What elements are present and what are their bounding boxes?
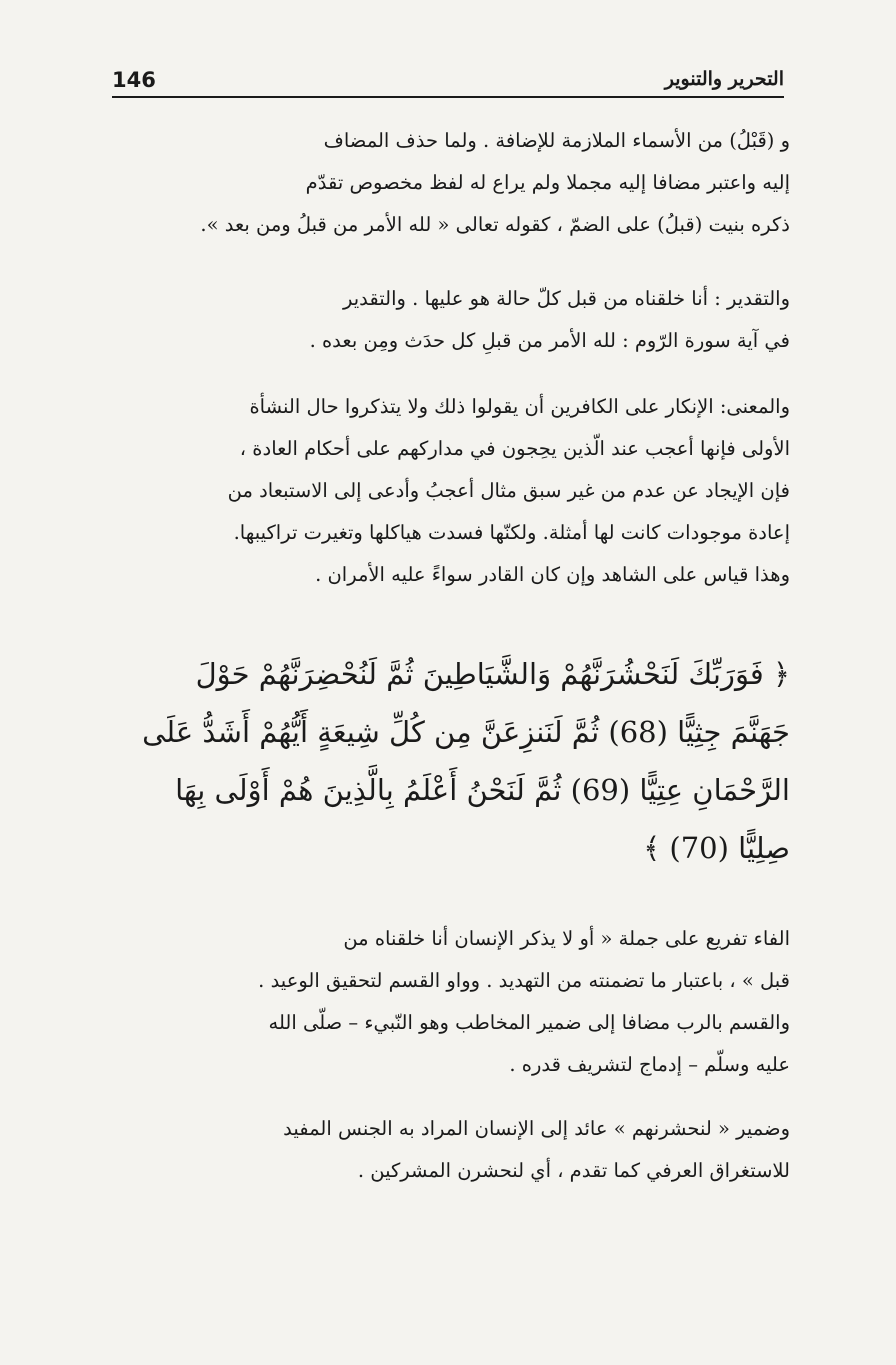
- page-header: [112, 62, 784, 98]
- paragraph-meaning: [112, 386, 790, 596]
- text-line: للاستغراق العرفي كما تقدم ، أي لنحشرن المشركين .: [357, 1159, 790, 1182]
- text-line: وضمير « لنحشرنهم » عائد إلى الإنسان المراد به الجنس المفيد: [283, 1117, 790, 1140]
- text-line: ذكره بنيت (قبلُ) على الضمّ ، كقوله تعالى « لله الأمر من قبلُ ومن بعد ».: [200, 213, 790, 236]
- verse-line: ﴿ فَوَرَبِّكَ لَنَحْشُرَنَّهُمْ وَالشَّيَاطِينَ ثُمَّ لَنُحْضِرَنَّهُمْ حَوْلَ: [195, 657, 790, 691]
- paragraph-qabl-grammar: [112, 120, 790, 246]
- text-line: فإن الإيجاد عن عدم من غير سبق مثال أعجبُ وأدعى إلى الاستبعاد من: [227, 479, 790, 502]
- verse-line: صِلِيًّا (70) ﴾: [643, 831, 790, 865]
- text-line: و (قَبْلُ) من الأسماء الملازمة للإضافة . ولما حذف المضاف: [323, 129, 790, 152]
- verse-line: جَهَنَّمَ جِثِيًّا (68) ثُمَّ لَنَنزِعَنَّ مِن كُلِّ شِيعَةٍ أَيُّهُمْ أَشَدُّ عَلَى: [142, 715, 790, 749]
- text-line: إليه واعتبر مضافا إليه مجملا ولم يراع له لفظ مخصوص تقدّم: [305, 171, 790, 194]
- book-title: التحرير والتنوير: [664, 68, 784, 90]
- page-number: 146: [112, 68, 156, 92]
- text-line: والمعنى: الإنكار على الكافرين أن يقولوا ذلك ولا يتذكروا حال النشأة: [249, 395, 790, 418]
- text-line: والتقدير : أنا خلقناه من قبل كلّ حالة هو عليها . والتقدير: [342, 287, 790, 310]
- text-line: الأولى فإنها أعجب عند الّذين يحِجون في مداركهم على أحكام العادة ،: [239, 437, 790, 460]
- text-line: الفاء تفريع على جملة « أو لا يذكر الإنسان أنا خلقناه من: [343, 927, 790, 950]
- text-line: وهذا قياس على الشاهد وإن كان القادر سواءً عليه الأمران .: [315, 563, 790, 586]
- paragraph-pronoun: [112, 1108, 790, 1192]
- paragraph-tafri: [112, 918, 790, 1086]
- verse-line: الرَّحْمَانِ عِتِيًّا (69) ثُمَّ لَنَحْنُ أَعْلَمُ بِالَّذِينَ هُمْ أَوْلَى بِهَا: [175, 773, 790, 807]
- text-line: في آية سورة الرّوم : لله الأمر من قبلِ كل حدَث ومِن بعده .: [309, 329, 790, 352]
- text-line: قبل » ، باعتبار ما تضمنته من التهديد . وواو القسم لتحقيق الوعيد .: [258, 969, 790, 992]
- quran-verse-block: [112, 645, 790, 877]
- text-line: إعادة موجودات كانت لها أمثلة. ولكنّها فسدت هياكلها وتغيرت تراكيبها.: [233, 521, 790, 544]
- text-line: عليه وسلّم – إدماج لتشريف قدره .: [509, 1053, 790, 1076]
- paragraph-taqdir: [112, 278, 790, 362]
- text-line: والقسم بالرب مضافا إلى ضمير المخاطب وهو النّبيء – صلّى الله: [268, 1011, 790, 1034]
